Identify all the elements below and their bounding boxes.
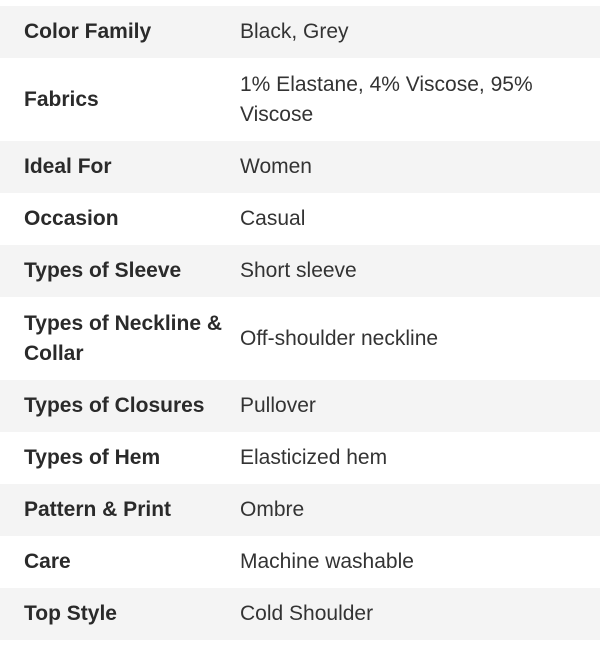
spec-label: Ideal For	[24, 155, 112, 178]
spec-value: Ombre	[240, 498, 305, 521]
spec-label: Types of Hem	[24, 446, 161, 469]
spec-value: Short sleeve	[240, 259, 357, 282]
spec-row-ideal-for	[0, 141, 600, 193]
spec-row-types-of-hem	[0, 432, 600, 484]
spec-row-pattern-print	[0, 484, 600, 536]
spec-label: Occasion	[24, 207, 119, 230]
spec-row-occasion	[0, 193, 600, 245]
spec-row-types-of-sleeve	[0, 245, 600, 297]
spec-row-types-of-neckline-collar	[0, 297, 600, 380]
spec-label: Types of Closures	[24, 394, 205, 417]
spec-label: Care	[24, 550, 71, 573]
spec-row-color-family	[0, 6, 600, 58]
spec-value: Black, Grey	[240, 20, 349, 43]
spec-row-top-style	[0, 588, 600, 640]
spec-value: Women	[240, 155, 312, 178]
product-specifications-table	[0, 6, 600, 640]
spec-row-fabrics	[0, 58, 600, 141]
spec-label: Top Style	[24, 602, 117, 625]
spec-value: 1% Elastane, 4% Viscose, 95% Viscose	[240, 72, 533, 126]
spec-value: Pullover	[240, 394, 316, 417]
spec-label: Pattern & Print	[24, 498, 172, 521]
spec-value: Casual	[240, 207, 306, 230]
spec-label: Types of Neckline & Collar	[24, 311, 223, 365]
spec-row-care	[0, 536, 600, 588]
spec-label: Types of Sleeve	[24, 259, 182, 282]
spec-label: Fabrics	[24, 87, 99, 111]
spec-value: Machine washable	[240, 550, 414, 573]
spec-row-types-of-closures	[0, 380, 600, 432]
spec-value: Off-shoulder neckline	[240, 326, 439, 350]
spec-value: Elasticized hem	[240, 446, 388, 469]
spec-value: Cold Shoulder	[240, 602, 374, 625]
spec-label: Color Family	[24, 20, 152, 43]
